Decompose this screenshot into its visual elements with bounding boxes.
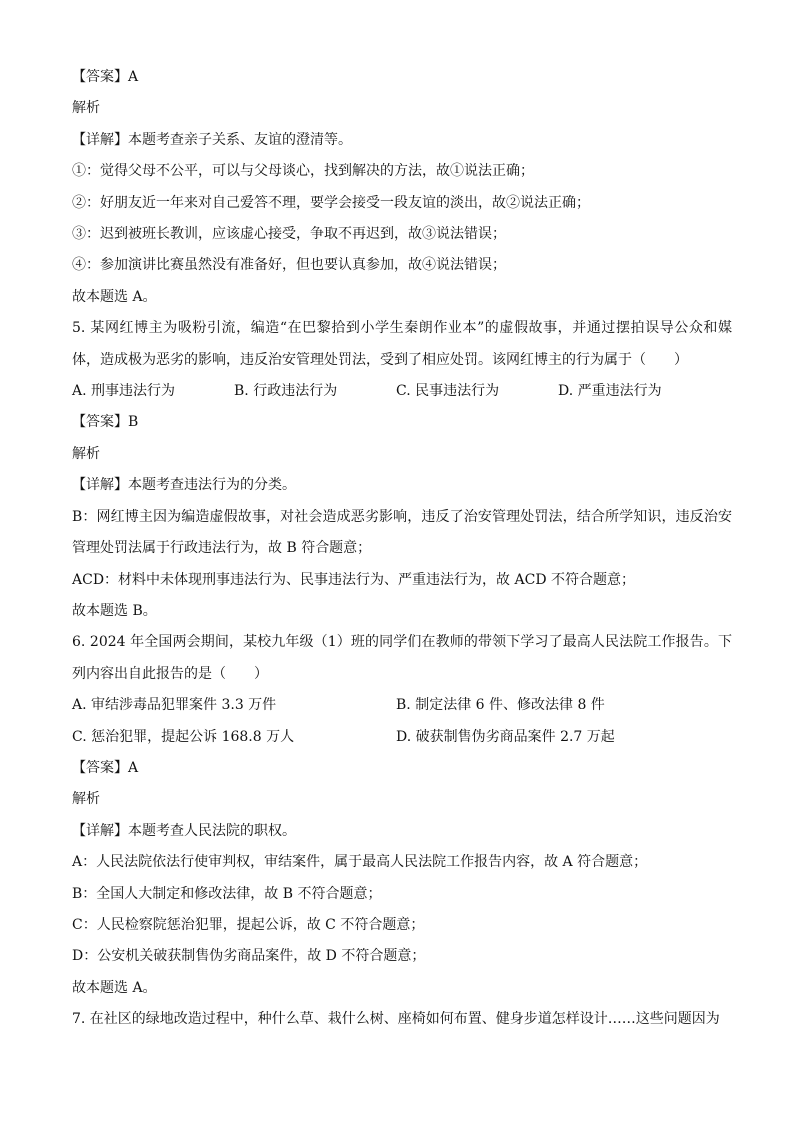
q5-conclusion: 故本题选 B。 (72, 602, 157, 619)
q4-analysis-heading: 解析 (72, 100, 100, 117)
q6-point-d: D：公安机关破获制售伪劣商品案件，故 D 不符合题意； (72, 948, 426, 965)
q5-answer: 【答案】B (72, 414, 139, 431)
q6-options-row-2 (72, 722, 732, 753)
q5-detail: 【详解】本题考查违法行为的分类。 (72, 477, 296, 494)
q5-point-acd: ACD：材料中未体现刑事违法行为、民事违法行为、严重违法行为，故 ACD 不符合题意； (72, 571, 635, 588)
q6-conclusion: 故本题选 A。 (72, 979, 157, 996)
q5-stem: 5. 某网红博主为吸粉引流，编造“在巴黎拾到小学生秦朗作业本”的虚假故事，并通过摆拍误导公众和媒体，造成极为恶劣的影响，违反治安管理处罚法，受到了相应处罚。该网红博主的行为属于（ ） (72, 320, 732, 368)
q5-option-d: D. 严重违法行为 (558, 383, 662, 400)
q4-point-3: ③：迟到被班长教训，应该虚心接受，争取不再迟到，故③说法错误； (72, 226, 506, 243)
q6-point-b: B：全国人大制定和修改法律，故 B 不符合题意； (72, 885, 382, 902)
q5-option-a: A. 刑事违法行为 (72, 383, 176, 400)
q5-point-b: B：网红博主因为编造虚假故事，对社会造成恶劣影响，违反了治安管理处罚法，结合所学知识，违反治安管理处罚法属于行政违法行为，故 B 符合题意； (72, 508, 732, 557)
q5-option-c: C. 民事违法行为 (396, 383, 500, 400)
q6-option-b: B. 制定法律 6 件、修改法律 8 件 (396, 697, 605, 714)
q6-stem: 6. 2024 年全国两会期间，某校九年级（1）班的同学们在教师的带领下学习了最高人民法院工作报告。下列内容出自此报告的是（ ） (72, 634, 732, 682)
q6-point-c: C：人民检察院惩治犯罪，提起公诉，故 C 不符合题意； (72, 916, 425, 933)
q7-stem: 7. 在社区的绿地改造过程中，种什么草、栽什么树、座椅如何布置、健身步道怎样设计……这些问题因为 (72, 1011, 720, 1028)
q4-answer: 【答案】A (72, 69, 139, 85)
q4-conclusion: 故本题选 A。 (72, 288, 157, 305)
q5-options (72, 376, 732, 407)
q6-detail: 【详解】本题考查人民法院的职权。 (72, 822, 296, 839)
q6-option-c: C. 惩治犯罪，提起公诉 168.8 万人 (72, 728, 295, 745)
q4-point-1: ①：觉得父母不公平，可以与父母谈心，找到解决的方法，故①说法正确； (72, 163, 534, 180)
q6-options-row-1 (72, 690, 732, 721)
q6-point-a: A：人民法院依法行使审判权，审结案件，属于最高人民法院工作报告内容，故 A 符合题意； (72, 854, 648, 871)
q4-point-4: ④：参加演讲比赛虽然没有准备好，但也要认真参加，故④说法错误； (72, 257, 506, 274)
q4-detail: 【详解】本题考查亲子关系、友谊的澄清等。 (72, 131, 352, 148)
q5-option-b: B. 行政违法行为 (234, 383, 338, 400)
q6-option-d: D. 破获制售伪劣商品案件 2.7 万起 (396, 728, 615, 745)
q4-point-2: ②：好朋友近一年来对自己爱答不理，要学会接受一段友谊的淡出，故②说法正确； (72, 194, 590, 211)
q6-answer: 【答案】A (72, 759, 139, 776)
q6-analysis-heading: 解析 (72, 791, 100, 808)
q6-option-a: A. 审结涉毒品犯罪案件 3.3 万件 (72, 697, 277, 714)
document-page (72, 62, 732, 1036)
q5-analysis-heading: 解析 (72, 445, 100, 462)
